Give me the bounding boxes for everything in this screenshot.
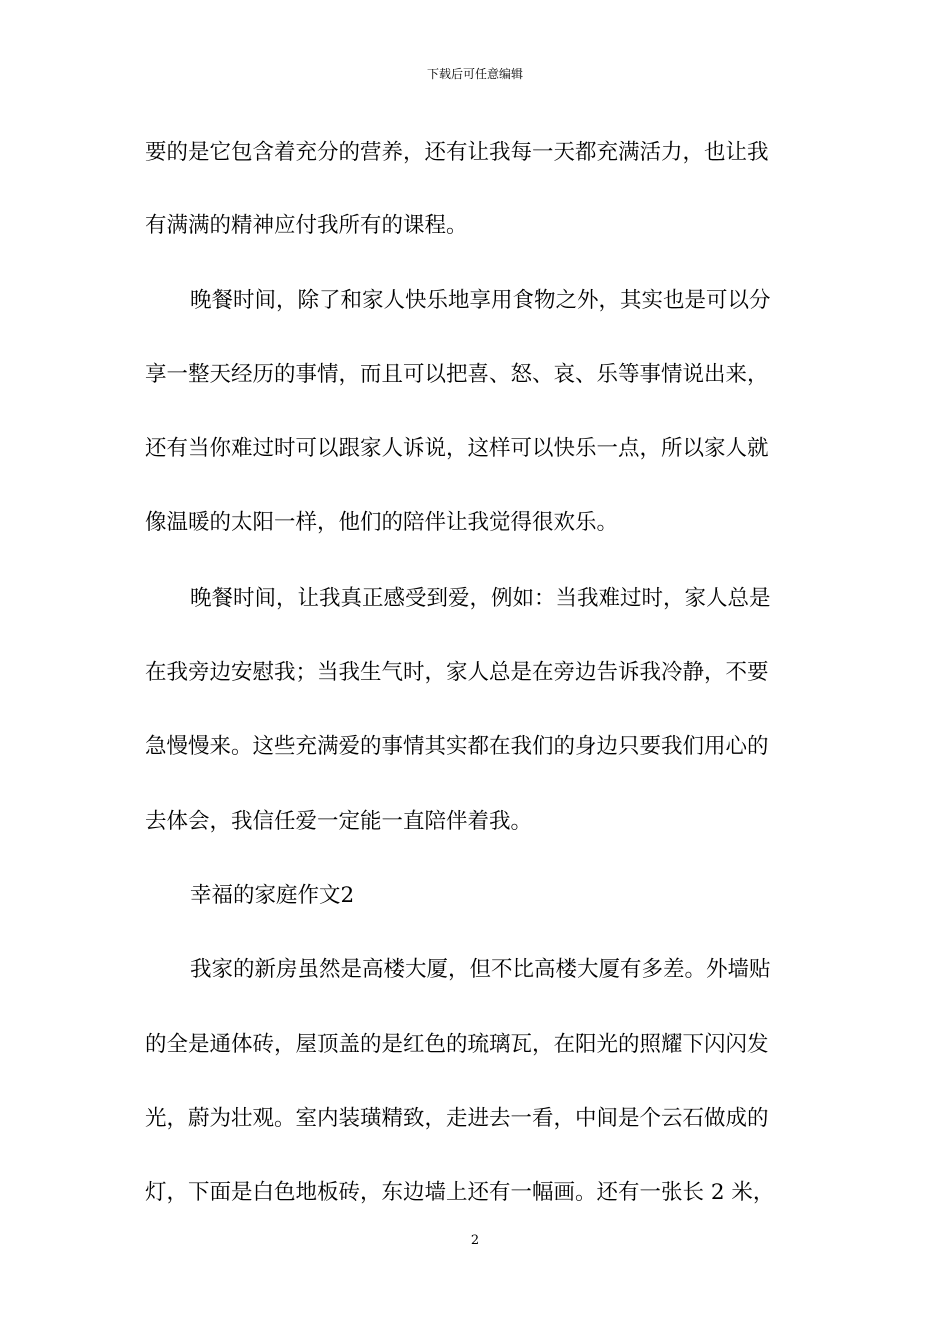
text-line: 灯，下面是白色地板砖，东边墙上还有一幅画。还有一张长 2 米， (145, 1180, 775, 1205)
text-line: 有满满的精神应付我所有的课程。 (145, 213, 468, 238)
page-number: 2 (470, 1233, 480, 1248)
text-line: 还有当你难过时可以跟家人诉说，这样可以快乐一点，所以家人就 (145, 436, 769, 461)
text-line: 享一整天经历的事情，而且可以把喜、怒、哀、乐等事情说出来， (145, 362, 769, 387)
text-line: 去体会，我信任爱一定能一直陪伴着我。 (145, 809, 533, 834)
text-line: 在我旁边安慰我；当我生气时，家人总是在旁边告诉我冷静，不要 (145, 660, 769, 685)
text-line: 光，蔚为壮观。室内装璜精致，走进去一看，中间是个云石做成的 (145, 1106, 769, 1131)
text-line: 急慢慢来。这些充满爱的事情其实都在我们的身边只要我们用心的 (145, 734, 769, 759)
paragraph-first-line: 晚餐时间，让我真正感受到爱，例如：当我难过时，家人总是 (190, 586, 771, 611)
text-line: 的全是通体砖，屋顶盖的是红色的琉璃瓦，在阳光的照耀下闪闪发 (145, 1032, 769, 1057)
text-line: 像温暖的太阳一样，他们的陪伴让我觉得很欢乐。 (145, 510, 619, 535)
paragraph-first-line: 晚餐时间，除了和家人快乐地享用食物之外，其实也是可以分 (190, 288, 771, 313)
page-header: 下载后可任意编辑 (426, 67, 523, 81)
text-line: 要的是它包含着充分的营养，还有让我每一天都充满活力，也让我 (145, 140, 769, 165)
section-heading: 幸福的家庭作文2 (190, 883, 355, 908)
paragraph-first-line: 我家的新房虽然是高楼大厦，但不比高楼大厦有多差。外墙贴 (190, 957, 771, 982)
